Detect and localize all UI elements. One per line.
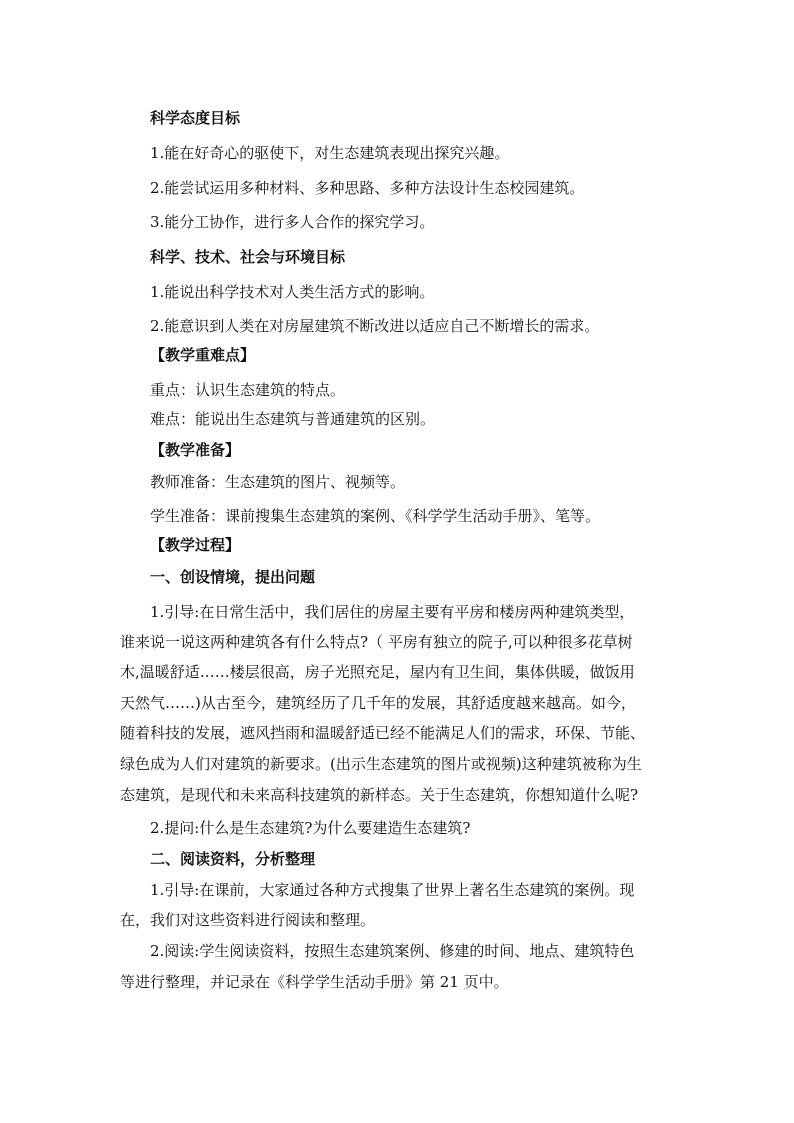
part2-para2-line: 2.阅读:学生阅读资料，按照生态建筑案例、修建的时间、地点、建筑特色 — [150, 942, 635, 960]
part1-heading: 一、创设情境，提出问题 — [150, 568, 316, 586]
stse-item-1: 1.能说出科学技术对人类生活方式的影响。 — [150, 283, 435, 301]
part1-para1-line: 1.引导:在日常生活中，我们居住的房屋主要有平房和楼房两种建筑类型， — [150, 603, 635, 621]
attitude-item-1: 1.能在好奇心的驱使下，对生态建筑表现出探究兴趣。 — [150, 144, 510, 162]
part2-heading: 二、阅读资料，分析整理 — [150, 850, 316, 868]
section-heading-key-points: 【教学重难点】 — [150, 346, 256, 364]
part1-para2: 2.提问:什么是生态建筑?为什么要建造生态建筑? — [150, 819, 471, 837]
part1-para1-line: 天然气……)从古至今，建筑经历了几千年的发展，其舒适度越来越高。如今， — [120, 694, 636, 712]
key-point: 重点：认识生态建筑的特点。 — [150, 381, 346, 399]
section-heading-process: 【教学过程】 — [150, 536, 241, 554]
part2-para1-line: 1.引导:在课前，大家通过各种方式搜集了世界上著名生态建筑的案例。现 — [150, 881, 635, 899]
part2-para2-line: 等进行整理，并记录在《科学学生活动手册》第 21 页中。 — [120, 973, 509, 991]
teacher-preparation: 教师准备：生态建筑的图片、视频等。 — [150, 473, 406, 491]
part1-para1-line: 木,温暖舒适……楼层很高，房子光照充足，屋内有卫生间，集体供暖，做饭用 — [120, 663, 635, 681]
attitude-item-3: 3.能分工协作，进行多人合作的探究学习。 — [150, 213, 435, 231]
part1-para1-line: 随着科技的发展，遮风挡雨和温暖舒适已经不能满足人们的需求，环保、节能、 — [120, 724, 646, 742]
student-preparation: 学生准备：课前搜集生态建筑的案例、《科学学生活动手册》、笔等。 — [150, 507, 601, 525]
attitude-item-2: 2.能尝试运用多种材料、多种思路、多种方法设计生态校园建筑。 — [150, 179, 585, 197]
part1-para1-line: 谁来说一说这两种建筑各有什么特点?（ 平房有独立的院子,可以种很多花草树 — [120, 633, 633, 651]
section-heading-preparation: 【教学准备】 — [150, 441, 241, 459]
part1-para1-line: 绿色成为人们对建筑的新要求。(出示生态建筑的图片或视频)这种建筑被称为生 — [120, 755, 642, 773]
difficult-point: 难点：能说出生态建筑与普通建筑的区别。 — [150, 410, 436, 428]
section-heading-stse: 科学、技术、社会与环境目标 — [150, 248, 346, 266]
stse-item-2: 2.能意识到人类在对房屋建筑不断改进以适应自己不断增长的需求。 — [150, 317, 600, 335]
part2-para1-line: 在，我们对这些资料进行阅读和整理。 — [120, 911, 376, 929]
section-heading-attitude: 科学态度目标 — [150, 109, 241, 127]
part1-para1-line: 态建筑，是现代和未来高科技建筑的新样态。关于生态建筑，你想知道什么呢? — [120, 786, 639, 804]
